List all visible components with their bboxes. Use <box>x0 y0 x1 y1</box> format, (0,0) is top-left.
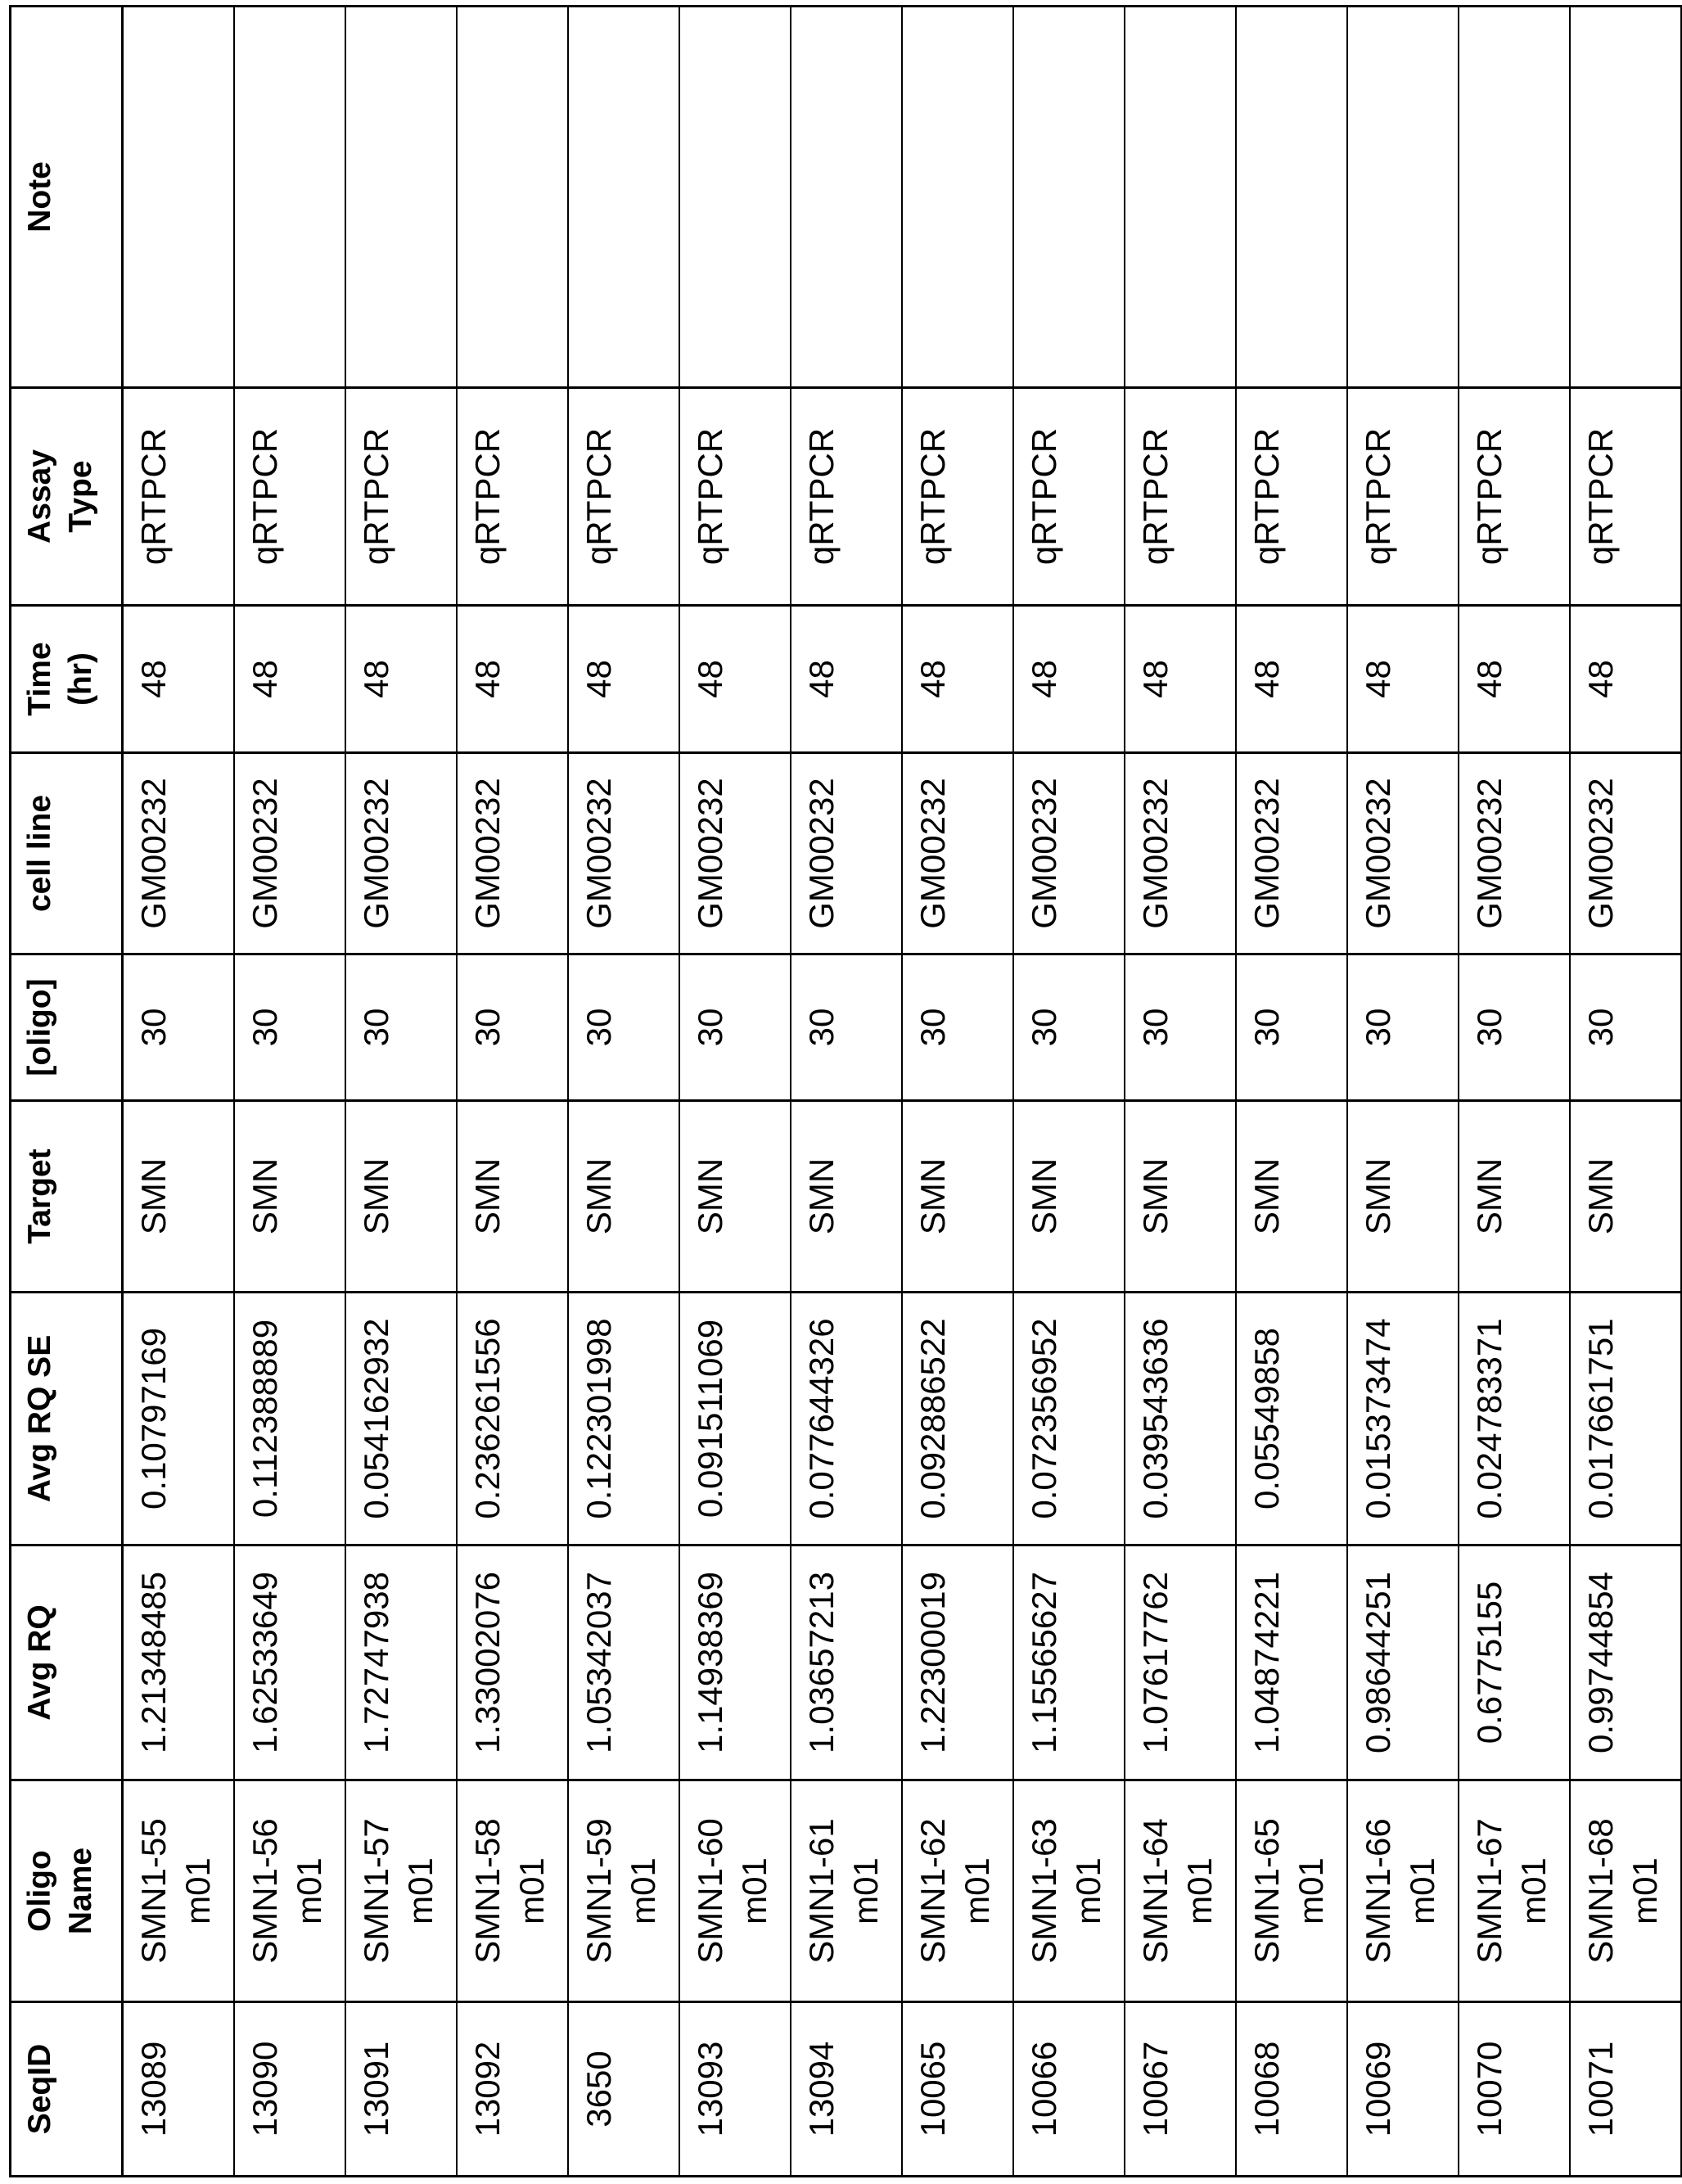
avg-rq-se-value: 0.236261556 <box>468 1318 507 1519</box>
cell-oligo-concentration <box>1570 954 1681 1101</box>
cell-seqid <box>1013 2002 1125 2177</box>
cell-time-hr <box>234 606 345 753</box>
cell-avg-rq-se <box>457 1293 568 1545</box>
cell-avg-rq-se <box>1013 1293 1125 1545</box>
oligo-name-value: SMN1-64 m01 <box>1136 1818 1219 1964</box>
header-row <box>11 7 123 2177</box>
oligo-concentration-value: 30 <box>1136 1008 1175 1047</box>
oligo-name-value: SMN1-68 m01 <box>1581 1818 1664 1964</box>
avg-rq-se-value: 0.05549858 <box>1247 1328 1286 1509</box>
seqid-value: 10068 <box>1247 2041 1286 2137</box>
time-hr-value: 48 <box>1359 660 1397 698</box>
avg-rq-value: 1.72747938 <box>357 1572 395 1753</box>
cell-assay-type <box>1347 388 1459 606</box>
cell-cell-line <box>1125 753 1236 954</box>
cell-seqid <box>234 2002 345 2177</box>
avg-rq-se-value: 0.077644326 <box>802 1318 841 1519</box>
cell-avg-rq <box>679 1545 791 1780</box>
assay-type-value: qRTPCR <box>246 427 284 566</box>
cell-oligo-concentration <box>1125 954 1236 1101</box>
assay-type-value: qRTPCR <box>1581 427 1620 566</box>
time-hr-value: 48 <box>134 660 173 698</box>
cell-avg-rq-se <box>679 1293 791 1545</box>
cell-oligo-name <box>568 1780 679 2002</box>
table-row <box>234 7 345 2177</box>
header-cell-line: cell line <box>11 753 123 954</box>
oligo-concentration-value: 30 <box>246 1008 284 1047</box>
avg-rq-value: 1.15565627 <box>1025 1572 1063 1753</box>
cell-target <box>234 1101 345 1293</box>
cell-note <box>457 7 568 388</box>
cell-seqid <box>345 2002 457 2177</box>
cell-time-hr <box>902 606 1013 753</box>
time-hr-value: 48 <box>246 660 284 698</box>
cell-oligo-concentration <box>345 954 457 1101</box>
table-row <box>1570 7 1681 2177</box>
time-hr-value: 48 <box>468 660 507 698</box>
cell-avg-rq <box>234 1545 345 1780</box>
cell-note <box>568 7 679 388</box>
cell-oligo-name <box>345 1780 457 2002</box>
cell-line-value: GM00232 <box>134 778 173 929</box>
table-row <box>345 7 457 2177</box>
cell-cell-line <box>123 753 235 954</box>
cell-oligo-concentration <box>1013 954 1125 1101</box>
oligo-concentration-value: 30 <box>1470 1008 1508 1047</box>
cell-avg-rq <box>568 1545 679 1780</box>
target-value: SMN <box>246 1157 284 1235</box>
oligo-name-value: SMN1-65 m01 <box>1247 1818 1330 1964</box>
cell-note <box>1459 7 1570 388</box>
cell-seqid <box>457 2002 568 2177</box>
cell-target <box>1125 1101 1236 1293</box>
cell-note <box>234 7 345 388</box>
avg-rq-se-value: 0.054162932 <box>357 1318 395 1519</box>
target-value: SMN <box>1136 1157 1175 1235</box>
avg-rq-se-value: 0.122301998 <box>579 1318 618 1519</box>
cell-target <box>902 1101 1013 1293</box>
oligo-name-value: SMN1-61 m01 <box>802 1818 885 1964</box>
cell-seqid <box>791 2002 902 2177</box>
cell-avg-rq <box>902 1545 1013 1780</box>
assay-type-value: qRTPCR <box>802 427 841 566</box>
cell-avg-rq-se <box>1236 1293 1347 1545</box>
cell-oligo-name <box>1125 1780 1236 2002</box>
cell-seqid <box>1347 2002 1459 2177</box>
cell-avg-rq-se <box>902 1293 1013 1545</box>
cell-line-value: GM00232 <box>802 778 841 929</box>
target-value: SMN <box>1359 1157 1397 1235</box>
oligo-name-value: SMN1-60 m01 <box>691 1818 773 1964</box>
cell-oligo-name <box>791 1780 902 2002</box>
cell-time-hr <box>568 606 679 753</box>
cell-assay-type <box>1125 388 1236 606</box>
oligo-name-value: SMN1-66 m01 <box>1359 1818 1441 1964</box>
cell-seqid <box>679 2002 791 2177</box>
time-hr-value: 48 <box>1136 660 1175 698</box>
header-oligo-concentration: [oligo] <box>11 954 123 1101</box>
target-value: SMN <box>468 1157 507 1235</box>
cell-target <box>1347 1101 1459 1293</box>
cell-avg-rq-se <box>1347 1293 1459 1545</box>
cell-line-value: GM00232 <box>1247 778 1286 929</box>
oligo-concentration-value: 30 <box>579 1008 618 1047</box>
header-note: Note <box>11 7 123 388</box>
cell-avg-rq-se <box>791 1293 902 1545</box>
time-hr-value: 48 <box>1581 660 1620 698</box>
table-row <box>1347 7 1459 2177</box>
cell-cell-line <box>1347 753 1459 954</box>
cell-oligo-concentration <box>791 954 902 1101</box>
assay-type-value: qRTPCR <box>1247 427 1286 566</box>
cell-avg-rq <box>457 1545 568 1780</box>
assay-type-value: qRTPCR <box>691 427 729 566</box>
header-target: Target <box>11 1101 123 1293</box>
cell-oligo-concentration <box>1236 954 1347 1101</box>
cell-avg-rq <box>1459 1545 1570 1780</box>
seqid-value: 3650 <box>579 2051 618 2128</box>
oligo-name-value: SMN1-67 m01 <box>1470 1818 1553 1964</box>
seqid-value: 13091 <box>357 2041 395 2137</box>
oligo-concentration-value: 30 <box>691 1008 729 1047</box>
target-value: SMN <box>134 1157 173 1235</box>
oligo-concentration-value: 30 <box>1247 1008 1286 1047</box>
cell-assay-type <box>345 388 457 606</box>
avg-rq-se-value: 0.092886522 <box>913 1318 952 1519</box>
header-oligo-name: Oligo Name <box>11 1780 123 2002</box>
avg-rq-se-value: 0.10797169 <box>134 1328 173 1509</box>
oligo-concentration-value: 30 <box>1581 1008 1620 1047</box>
cell-avg-rq <box>1125 1545 1236 1780</box>
avg-rq-se-value: 0.072356952 <box>1025 1318 1063 1519</box>
seqid-value: 13090 <box>246 2041 284 2137</box>
cell-note <box>1347 7 1459 388</box>
assay-type-value: qRTPCR <box>1470 427 1508 566</box>
assay-type-value: qRTPCR <box>468 427 507 566</box>
cell-target <box>1459 1101 1570 1293</box>
seqid-value: 13092 <box>468 2041 507 2137</box>
cell-time-hr <box>457 606 568 753</box>
cell-note <box>1125 7 1236 388</box>
avg-rq-se-value: 0.091511069 <box>691 1319 729 1518</box>
cell-oligo-concentration <box>234 954 345 1101</box>
cell-target <box>1013 1101 1125 1293</box>
seqid-value: 10071 <box>1581 2041 1620 2137</box>
avg-rq-value: 0.98644251 <box>1359 1572 1397 1753</box>
table-row <box>568 7 679 2177</box>
avg-rq-se-value: 0.024783371 <box>1470 1318 1508 1519</box>
cell-cell-line <box>1236 753 1347 954</box>
cell-cell-line <box>234 753 345 954</box>
avg-rq-se-value: 0.017661751 <box>1581 1318 1620 1519</box>
assay-type-value: qRTPCR <box>913 427 952 566</box>
assay-type-value: qRTPCR <box>1025 427 1063 566</box>
cell-cell-line <box>1570 753 1681 954</box>
time-hr-value: 48 <box>579 660 618 698</box>
oligo-concentration-value: 30 <box>1025 1008 1063 1047</box>
cell-note <box>791 7 902 388</box>
cell-avg-rq <box>1347 1545 1459 1780</box>
avg-rq-value: 1.07617762 <box>1136 1572 1175 1753</box>
avg-rq-value: 0.6775155 <box>1470 1581 1508 1744</box>
cell-time-hr <box>1236 606 1347 753</box>
cell-time-hr <box>1013 606 1125 753</box>
seqid-value: 10067 <box>1136 2041 1175 2137</box>
cell-assay-type <box>679 388 791 606</box>
rotated-table-frame <box>9 7 1664 2177</box>
target-value: SMN <box>1581 1157 1620 1235</box>
target-value: SMN <box>579 1157 618 1235</box>
table-body <box>123 7 1682 2177</box>
avg-rq-se-value: 0.015373474 <box>1359 1318 1397 1519</box>
cell-assay-type <box>457 388 568 606</box>
cell-note <box>1570 7 1681 388</box>
cell-time-hr <box>1570 606 1681 753</box>
oligo-name-value: SMN1-55 m01 <box>134 1818 217 1964</box>
oligo-concentration-value: 30 <box>913 1008 952 1047</box>
cell-cell-line <box>679 753 791 954</box>
time-hr-value: 48 <box>357 660 395 698</box>
cell-oligo-concentration <box>457 954 568 1101</box>
cell-cell-line <box>345 753 457 954</box>
avg-rq-value: 1.62533649 <box>246 1572 284 1753</box>
cell-time-hr <box>1125 606 1236 753</box>
oligo-name-value: SMN1-56 m01 <box>246 1818 328 1964</box>
cell-avg-rq <box>1013 1545 1125 1780</box>
oligo-concentration-value: 30 <box>134 1008 173 1047</box>
seqid-value: 10065 <box>913 2041 952 2137</box>
header-seqid: SeqID <box>11 2002 123 2177</box>
cell-note <box>902 7 1013 388</box>
header-avg-rq-se: Avg RQ SE <box>11 1293 123 1545</box>
table-row <box>791 7 902 2177</box>
avg-rq-value: 1.22300019 <box>913 1572 952 1753</box>
cell-oligo-concentration <box>679 954 791 1101</box>
cell-line-value: GM00232 <box>579 778 618 929</box>
cell-line-value: GM00232 <box>913 778 952 929</box>
cell-oligo-name <box>902 1780 1013 2002</box>
cell-line-value: GM00232 <box>1470 778 1508 929</box>
cell-oligo-name <box>1459 1780 1570 2002</box>
cell-assay-type <box>568 388 679 606</box>
cell-assay-type <box>1236 388 1347 606</box>
cell-cell-line <box>568 753 679 954</box>
cell-oligo-concentration <box>1347 954 1459 1101</box>
cell-oligo-name <box>123 1780 235 2002</box>
avg-rq-value: 1.14938369 <box>691 1572 729 1753</box>
cell-avg-rq <box>345 1545 457 1780</box>
cell-target <box>568 1101 679 1293</box>
cell-seqid <box>1459 2002 1570 2177</box>
time-hr-value: 48 <box>1025 660 1063 698</box>
time-hr-value: 48 <box>802 660 841 698</box>
oligo-name-value: SMN1-59 m01 <box>579 1818 662 1964</box>
cell-seqid <box>902 2002 1013 2177</box>
cell-note <box>345 7 457 388</box>
avg-rq-value: 1.04874221 <box>1247 1572 1286 1753</box>
cell-note <box>1013 7 1125 388</box>
cell-assay-type <box>1013 388 1125 606</box>
cell-oligo-name <box>234 1780 345 2002</box>
cell-target <box>679 1101 791 1293</box>
cell-time-hr <box>791 606 902 753</box>
time-hr-value: 48 <box>1247 660 1286 698</box>
assay-type-value: qRTPCR <box>1136 427 1175 566</box>
assay-type-value: qRTPCR <box>357 427 395 566</box>
cell-time-hr <box>679 606 791 753</box>
oligo-results-table <box>9 5 1682 2177</box>
oligo-concentration-value: 30 <box>357 1008 395 1047</box>
cell-cell-line <box>902 753 1013 954</box>
avg-rq-se-value: 0.112388889 <box>246 1319 284 1518</box>
cell-avg-rq <box>1236 1545 1347 1780</box>
cell-oligo-concentration <box>568 954 679 1101</box>
target-value: SMN <box>913 1157 952 1235</box>
cell-avg-rq-se <box>1570 1293 1681 1545</box>
cell-avg-rq-se <box>234 1293 345 1545</box>
table-row <box>1013 7 1125 2177</box>
assay-type-value: qRTPCR <box>579 427 618 566</box>
oligo-name-value: SMN1-58 m01 <box>468 1818 551 1964</box>
oligo-concentration-value: 30 <box>468 1008 507 1047</box>
cell-oligo-concentration <box>902 954 1013 1101</box>
cell-seqid <box>1125 2002 1236 2177</box>
cell-time-hr <box>345 606 457 753</box>
cell-cell-line <box>791 753 902 954</box>
cell-assay-type <box>1459 388 1570 606</box>
cell-target <box>1570 1101 1681 1293</box>
cell-cell-line <box>1013 753 1125 954</box>
cell-oligo-name <box>457 1780 568 2002</box>
cell-target <box>345 1101 457 1293</box>
avg-rq-value: 1.03657213 <box>802 1572 841 1753</box>
cell-cell-line <box>457 753 568 954</box>
table-row <box>1125 7 1236 2177</box>
cell-avg-rq-se <box>345 1293 457 1545</box>
cell-time-hr <box>123 606 235 753</box>
avg-rq-value: 1.21348485 <box>134 1572 173 1753</box>
cell-note <box>123 7 235 388</box>
cell-seqid <box>1236 2002 1347 2177</box>
seqid-value: 10066 <box>1025 2041 1063 2137</box>
table-row <box>1236 7 1347 2177</box>
oligo-name-value: SMN1-62 m01 <box>913 1818 996 1964</box>
target-value: SMN <box>357 1157 395 1235</box>
cell-cell-line <box>1459 753 1570 954</box>
oligo-concentration-value: 30 <box>1359 1008 1397 1047</box>
target-value: SMN <box>1470 1157 1508 1235</box>
cell-target <box>123 1101 235 1293</box>
cell-line-value: GM00232 <box>1581 778 1620 929</box>
oligo-concentration-value: 30 <box>802 1008 841 1047</box>
header-avg-rq: Avg RQ <box>11 1545 123 1780</box>
cell-oligo-name <box>679 1780 791 2002</box>
avg-rq-value: 1.33002076 <box>468 1572 507 1753</box>
avg-rq-value: 0.99744854 <box>1581 1572 1620 1753</box>
cell-oligo-name <box>1347 1780 1459 2002</box>
cell-assay-type <box>123 388 235 606</box>
header-assay-type: Assay Type <box>11 388 123 606</box>
table-row <box>457 7 568 2177</box>
table-row <box>1459 7 1570 2177</box>
cell-seqid <box>123 2002 235 2177</box>
cell-line-value: GM00232 <box>691 778 729 929</box>
target-value: SMN <box>802 1157 841 1235</box>
cell-target <box>1236 1101 1347 1293</box>
seqid-value: 13093 <box>691 2041 729 2137</box>
time-hr-value: 48 <box>913 660 952 698</box>
time-hr-value: 48 <box>691 660 729 698</box>
cell-avg-rq-se <box>123 1293 235 1545</box>
oligo-name-value: SMN1-57 m01 <box>357 1818 440 1964</box>
cell-line-value: GM00232 <box>357 778 395 929</box>
cell-line-value: GM00232 <box>246 778 284 929</box>
seqid-value: 10070 <box>1470 2041 1508 2137</box>
table-row <box>123 7 235 2177</box>
cell-line-value: GM00232 <box>1136 778 1175 929</box>
cell-assay-type <box>902 388 1013 606</box>
cell-oligo-concentration <box>1459 954 1570 1101</box>
table-row <box>679 7 791 2177</box>
target-value: SMN <box>1025 1157 1063 1235</box>
avg-rq-se-value: 0.039543636 <box>1136 1318 1175 1519</box>
cell-time-hr <box>1347 606 1459 753</box>
seqid-value: 10069 <box>1359 2041 1397 2137</box>
oligo-name-value: SMN1-63 m01 <box>1025 1818 1107 1964</box>
avg-rq-value: 1.05342037 <box>579 1572 618 1753</box>
cell-seqid <box>568 2002 679 2177</box>
cell-assay-type <box>234 388 345 606</box>
cell-oligo-name <box>1013 1780 1125 2002</box>
cell-line-value: GM00232 <box>1025 778 1063 929</box>
cell-note <box>679 7 791 388</box>
cell-target <box>457 1101 568 1293</box>
cell-avg-rq <box>791 1545 902 1780</box>
cell-assay-type <box>791 388 902 606</box>
assay-type-value: qRTPCR <box>1359 427 1397 566</box>
table-row <box>902 7 1013 2177</box>
cell-oligo-concentration <box>123 954 235 1101</box>
cell-note <box>1236 7 1347 388</box>
cell-oligo-name <box>1570 1780 1681 2002</box>
cell-avg-rq-se <box>1125 1293 1236 1545</box>
target-value: SMN <box>691 1157 729 1235</box>
cell-target <box>791 1101 902 1293</box>
cell-line-value: GM00232 <box>468 778 507 929</box>
seqid-value: 13089 <box>134 2041 173 2137</box>
cell-avg-rq <box>1570 1545 1681 1780</box>
cell-avg-rq <box>123 1545 235 1780</box>
cell-assay-type <box>1570 388 1681 606</box>
cell-seqid <box>1570 2002 1681 2177</box>
cell-line-value: GM00232 <box>1359 778 1397 929</box>
target-value: SMN <box>1247 1157 1286 1235</box>
cell-avg-rq-se <box>568 1293 679 1545</box>
header-time-hr: Time (hr) <box>11 606 123 753</box>
time-hr-value: 48 <box>1470 660 1508 698</box>
seqid-value: 13094 <box>802 2041 841 2137</box>
cell-oligo-name <box>1236 1780 1347 2002</box>
cell-time-hr <box>1459 606 1570 753</box>
cell-avg-rq-se <box>1459 1293 1570 1545</box>
assay-type-value: qRTPCR <box>134 427 173 566</box>
